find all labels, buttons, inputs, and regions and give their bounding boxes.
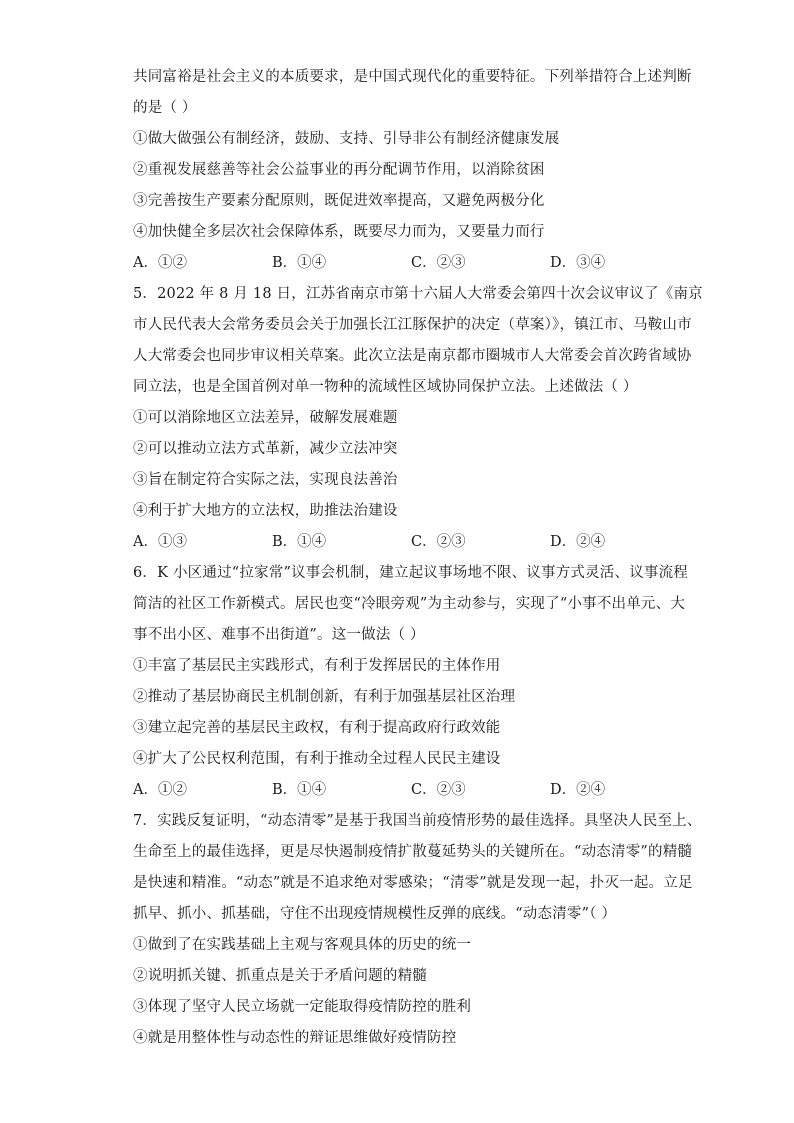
option-b: B．①④ bbox=[272, 255, 327, 271]
question-6 bbox=[133, 558, 688, 806]
option-a: A．①③ bbox=[133, 534, 187, 550]
statement-1: ①做大做强公有制经济，鼓励、支持、引导非公有制经济健康发展 bbox=[133, 131, 560, 147]
question-stem-line: 同立法，也是全国首例对单一物种的流域性区域协同保护立法。上述做法（ ） bbox=[133, 379, 638, 395]
option-d: D．②④ bbox=[550, 782, 606, 798]
question-stem-line: 6．K 小区通过“拉家常”议事会机制，建立起议事场地不限、议事方式灵活、议事流程 bbox=[133, 565, 688, 581]
answer-options bbox=[133, 248, 663, 279]
question-stem-line: 事不出小区、难事不出街道”。这一做法（ ） bbox=[133, 627, 425, 643]
question-stem-line: 5．2022 年 8 月 18 日，江苏省南京市第十六届人大常委会第四十次会议审议了《南京 bbox=[133, 286, 703, 302]
answer-options bbox=[133, 775, 663, 806]
statement-2: ②说明抓关键、抓重点是关于矛盾问题的精髓 bbox=[133, 968, 427, 984]
option-a: A．①② bbox=[133, 255, 187, 271]
statement-4: ④就是用整体性与动态性的辩证思维做好疫情防控 bbox=[133, 1030, 457, 1046]
statement-1: ①丰富了基层民主实践形式，有利于发挥居民的主体作用 bbox=[133, 658, 501, 674]
question-stem-line: 生命至上的最佳选择，更是尽快遏制疫情扩散蔓延势头的关键所在。“动态清零”的精髓 bbox=[133, 844, 693, 860]
question-4 bbox=[133, 62, 692, 279]
question-stem-line: 是快速和精准。“动态”就是不追求绝对零感染；“清零”就是发现一起，扑灭一起。立足 bbox=[133, 875, 693, 891]
statement-2: ②可以推动立法方式革新，减少立法冲突 bbox=[133, 441, 398, 457]
option-b: B．①④ bbox=[272, 782, 327, 798]
question-stem-line: 7．实践反复证明，“动态清零”是基于我国当前疫情形势的最佳选择。具坚决人民至上、 bbox=[133, 813, 702, 829]
statement-3: ③旨在制定符合实际之法，实现良法善治 bbox=[133, 472, 398, 488]
option-d: D．③④ bbox=[550, 255, 606, 271]
statement-4: ④利于扩大地方的立法权，助推法治建设 bbox=[133, 503, 398, 519]
answer-options bbox=[133, 527, 663, 558]
question-stem-line: 共同富裕是社会主义的本质要求，是中国式现代化的重要特征。下列举措符合上述判断 bbox=[133, 69, 692, 85]
question-stem-line: 人大常委会也同步审议相关草案。此次立法是南京都市圈城市人大常委会首次跨省域协 bbox=[133, 348, 692, 364]
exam-page bbox=[133, 62, 703, 1054]
question-stem-line: 市人民代表大会常务委员会关于加强长江江豚保护的决定（草案）》，镇江市、马鞍山市 bbox=[133, 317, 692, 333]
option-c: C．②③ bbox=[411, 534, 466, 550]
option-a: A．①② bbox=[133, 782, 187, 798]
statement-2: ②重视发展慈善等社会公益事业的再分配调节作用，以消除贫困 bbox=[133, 162, 545, 178]
statement-4: ④加快健全多层次社会保障体系，既要尽力而为，又要量力而行 bbox=[133, 224, 545, 240]
statement-3: ③建立起完善的基层民主政权，有利于提高政府行政效能 bbox=[133, 720, 501, 736]
statement-4: ④扩大了公民权利范围，有利于推动全过程人民民主建设 bbox=[133, 751, 501, 767]
question-7 bbox=[133, 806, 702, 1054]
statement-1: ①可以消除地区立法差异，破解发展难题 bbox=[133, 410, 398, 426]
statement-3: ③体现了坚守人民立场就一定能取得疫情防控的胜利 bbox=[133, 999, 472, 1015]
statement-2: ②推动了基层协商民主机制创新，有利于加强基层社区治理 bbox=[133, 689, 516, 705]
question-stem-line: 简洁的社区工作新模式。居民也变“冷眼旁观”为主动参与，实现了“小事不出单元、大 bbox=[133, 596, 686, 612]
question-stem-line: 的是（ ） bbox=[133, 100, 197, 116]
statement-1: ①做到了在实践基础上主观与客观具体的历史的统一 bbox=[133, 937, 472, 953]
option-b: B．①④ bbox=[272, 534, 327, 550]
statement-3: ③完善按生产要素分配原则，既促进效率提高，又避免两极分化 bbox=[133, 193, 545, 209]
question-5 bbox=[133, 279, 703, 558]
question-stem-line: 抓早、抓小、抓基础，守住不出现疫情规模性反弹的底线。“动态清零”（ ） bbox=[133, 906, 617, 922]
option-d: D．②④ bbox=[550, 534, 606, 550]
option-c: C．②③ bbox=[411, 782, 466, 798]
option-c: C．②③ bbox=[411, 255, 466, 271]
